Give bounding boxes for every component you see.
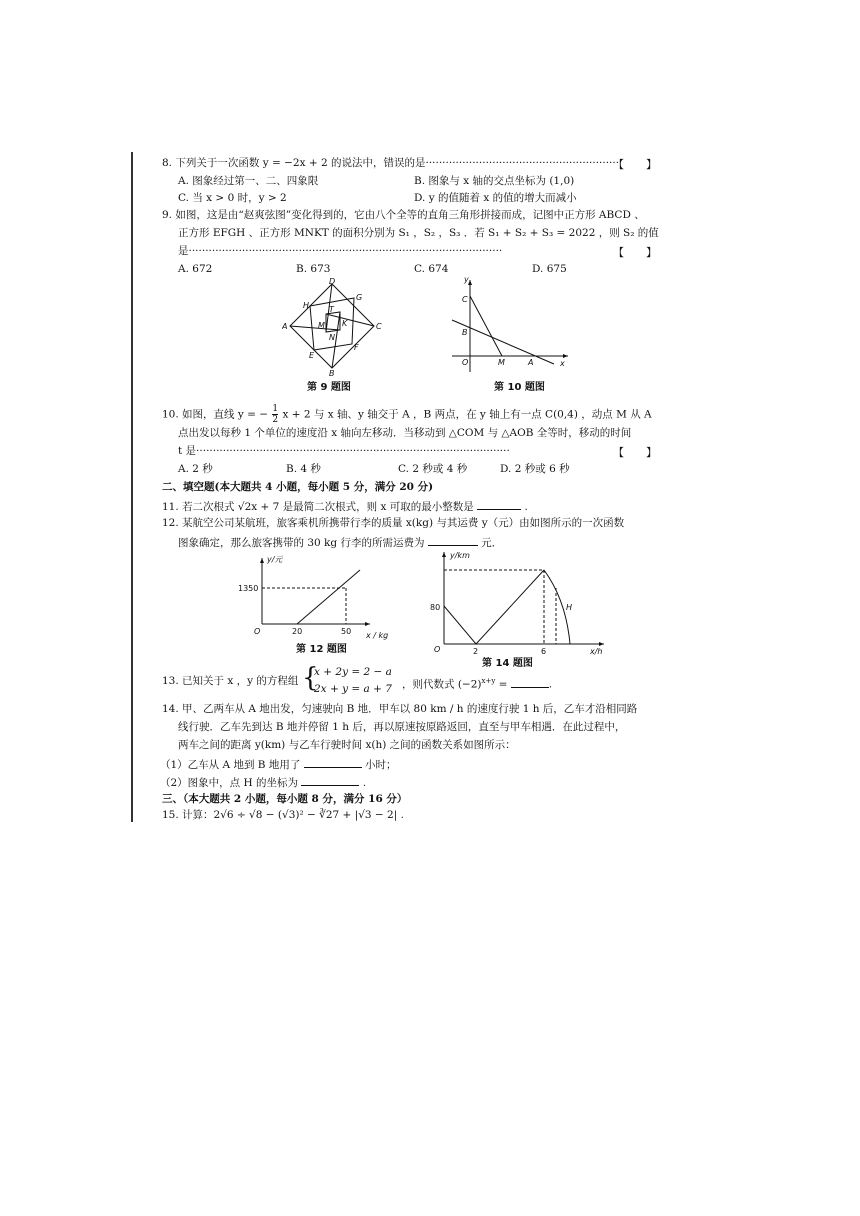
fig14-label-h: H: [566, 603, 573, 612]
q10-bracket: 【 】: [613, 446, 657, 459]
q14-sub2-text: （2）图象中，点 H 的坐标为: [160, 777, 299, 789]
q14-sub1-answer-blank[interactable]: [304, 756, 362, 768]
fig12-caption: 第 12 题图: [296, 644, 347, 655]
q9-line3: 是······························································································: [178, 245, 503, 257]
fig12-x-arrow: [365, 622, 370, 626]
fig14-chart: [424, 548, 610, 656]
fig9-label-g: G: [356, 293, 363, 302]
fig9-label-h: H: [303, 301, 310, 310]
q9-line1: 9. 如图，这是由“赵爽弦图”变化得到的，它由八个全等的直角三角形拼接而成，记图中正方形 ABCD 、: [162, 209, 645, 221]
q10-option-d: D. 2 秒或 6 秒: [500, 463, 570, 475]
fig14-x-arrow: [599, 642, 604, 646]
fig14-origin: O: [434, 645, 441, 654]
fig12-x-label: x / kg: [366, 631, 389, 640]
fig14-y-label: y/km: [450, 551, 470, 560]
fig10-label-m: M: [498, 358, 505, 367]
q14-line3: 两车之间的距离 y(km) 与乙车行驶时间 x(h) 之间的函数关系如图所示：: [178, 739, 516, 751]
fig12-y-tick-1350: 1350: [238, 584, 259, 593]
q13-eq1: x + 2y = 2 − a: [314, 666, 392, 678]
fig9-diagram: [282, 276, 382, 376]
fig9-label-f: F: [354, 343, 359, 352]
q14-sub2: [160, 774, 366, 790]
fig9-label-n: N: [329, 333, 335, 342]
q10-option-b: B. 4 秒: [286, 463, 321, 475]
fig9-label-t: T: [329, 305, 334, 314]
fig14-y-arrow: [442, 552, 446, 557]
q9-option-d: D. 675: [532, 263, 567, 275]
q8-stem: 8. 下列关于一次函数 y = −2x + 2 的说法中，错误的是··························································: [162, 157, 620, 169]
q14-sub1: [160, 756, 397, 772]
fig10-label-y: y: [464, 275, 469, 284]
q14-sub2-answer-blank[interactable]: [301, 774, 359, 786]
q10-line2: 点出发以每秒 1 个单位的速度沿 x 轴向左移动．当移动到 △COM 与 △AOB 全等时，移动的时间: [178, 427, 632, 439]
fig14-caption: 第 14 题图: [482, 658, 533, 669]
q14-line1: 14. 甲、乙两车从 A 地出发，匀速驶向 B 地．甲车以 80 km / h 的速度行驶 1 h 后，乙车才沿相同路: [162, 703, 638, 715]
fig9-label-k: K: [342, 319, 348, 328]
q10-line3: t 是······························································································: [178, 445, 510, 457]
q13-expr: ，则代数式 (−2): [402, 678, 482, 691]
q8-option-b: B. 图象与 x 轴的交点坐标为 (1,0): [414, 175, 575, 187]
fig10-label-a: A: [528, 358, 534, 367]
fig12-chart: [236, 552, 398, 642]
section-2-title: 二、填空题(本大题共 4 小题，每小题 5 分，满分 20 分): [162, 481, 434, 493]
q13-equals: =: [495, 678, 508, 691]
q10-option-c: C. 2 秒或 4 秒: [398, 463, 468, 475]
fig10-caption: 第 10 题图: [494, 382, 545, 393]
q13-brace: {: [302, 663, 319, 693]
q12-line2-end: 元．: [481, 537, 503, 549]
q8-option-d: D. y 的值随着 x 的值的增大而减小: [414, 192, 577, 204]
fig10-label-o: O: [462, 358, 469, 367]
fig12-x-tick-50: 50: [341, 627, 352, 636]
fig14-y-tick-80: 80: [430, 603, 441, 612]
fig14-x-label: x/h: [590, 647, 603, 656]
q9-option-b: B. 673: [296, 263, 331, 275]
q13-period: .: [548, 678, 553, 691]
q14-sub2-end: .: [362, 777, 367, 789]
q11-answer-blank[interactable]: [477, 498, 521, 510]
margin-line: [131, 152, 133, 822]
q11: [162, 498, 528, 514]
fig12-y-arrow: [260, 558, 264, 563]
q8-option-a: A. 图象经过第一、二、四象限: [178, 175, 319, 187]
q10-line1-end: x + 2 与 x 轴、y 轴交于 A ，B 两点，在 y 轴上有一点 C(0,4) ，动点 M 从 A: [282, 408, 652, 421]
fig9-label-m: M: [318, 321, 325, 330]
q13-answer-blank[interactable]: [511, 676, 549, 688]
q14-line2: 线行驶．乙车先到达 B 地并停留 1 h 后，再以原速按原路返回，直至与甲车相遇．在此过程中，: [178, 721, 626, 733]
fig9-caption: 第 9 题图: [307, 382, 351, 393]
q9-bracket: 【 】: [613, 246, 657, 259]
fig10-x-arrow: [563, 354, 568, 358]
q9-line2: 正方形 EFGH 、正方形 MNKT 的面积分别为 S₁ ，S₂ ，S₃ ．若 S₁ + S₂ + S₃ = 2022 ，则 S₂ 的值: [178, 227, 659, 239]
fig9-label-d: D: [329, 277, 336, 286]
section-3-title: 三、（本大题共 2 小题，每小题 8 分，满分 16 分）: [162, 793, 408, 805]
fig10-label-c: C: [462, 295, 468, 304]
q8-bracket: 【 】: [613, 158, 657, 171]
fig12-y-label: y/元: [267, 555, 283, 564]
fig10-diagram: [444, 274, 574, 374]
q11-text: 11. 若二次根式 √2x + 7 是最简二次根式，则 x 可取的最小整数是: [162, 501, 474, 513]
q12-line2-text: 图象确定，那么旅客携带的 30 kg 行李的所需运费为: [178, 537, 425, 549]
q11-end: .: [524, 501, 528, 513]
fig12-origin: O: [254, 627, 261, 636]
q10-fraction-den: 2: [272, 415, 279, 425]
q12-line1: 12. 某航空公司某航班，旅客乘机所携带行李的质量 x(kg) 与其运费 y（元）由如图所示的一次函数: [162, 517, 625, 529]
q13-eq2: 2x + y = a + 7: [314, 683, 392, 695]
fig10-label-b: B: [462, 328, 468, 337]
q13-end: [402, 674, 552, 692]
fig9-line-c: [326, 314, 374, 326]
q12-answer-blank[interactable]: [428, 534, 478, 546]
q10-line1: [162, 404, 652, 425]
fig14-line-main: [444, 570, 544, 644]
fig12-x-tick-20: 20: [292, 627, 303, 636]
fig14-x-tick-2: 2: [473, 647, 479, 656]
fig14-x-tick-6: 6: [541, 647, 547, 656]
q15: 15. 计算：2√6 ÷ √8 − (√3)² − ∛27 + |√3 − 2| .: [162, 809, 404, 821]
fig9-label-e: E: [309, 351, 315, 360]
fig9-label-b: B: [329, 369, 335, 376]
q14-sub1-end: 小时；: [365, 759, 397, 771]
q14-sub1-text: （1）乙车从 A 地到 B 地用了: [160, 759, 301, 771]
q9-option-a: A. 672: [178, 263, 213, 275]
fig10-label-x: x: [560, 359, 565, 368]
fig9-label-c: C: [376, 322, 382, 331]
fig12-line: [297, 570, 360, 624]
q13-exponent: x+y: [481, 677, 496, 685]
q8-option-c: C. 当 x > 0 时，y > 2: [178, 192, 287, 204]
q10-line1-start: 10. 如图，直线 y = −: [162, 408, 269, 421]
q13-start: 13. 已知关于 x ，y 的方程组: [162, 675, 299, 687]
fig9-label-a: A: [282, 322, 288, 331]
q9-option-c: C. 674: [414, 263, 449, 275]
fig10-line-cm: [470, 296, 502, 356]
q10-option-a: A. 2 秒: [178, 463, 213, 475]
fig9-line-a: [290, 326, 340, 330]
q10-fraction: [272, 404, 278, 425]
q10-fraction-num: 1: [272, 404, 279, 414]
